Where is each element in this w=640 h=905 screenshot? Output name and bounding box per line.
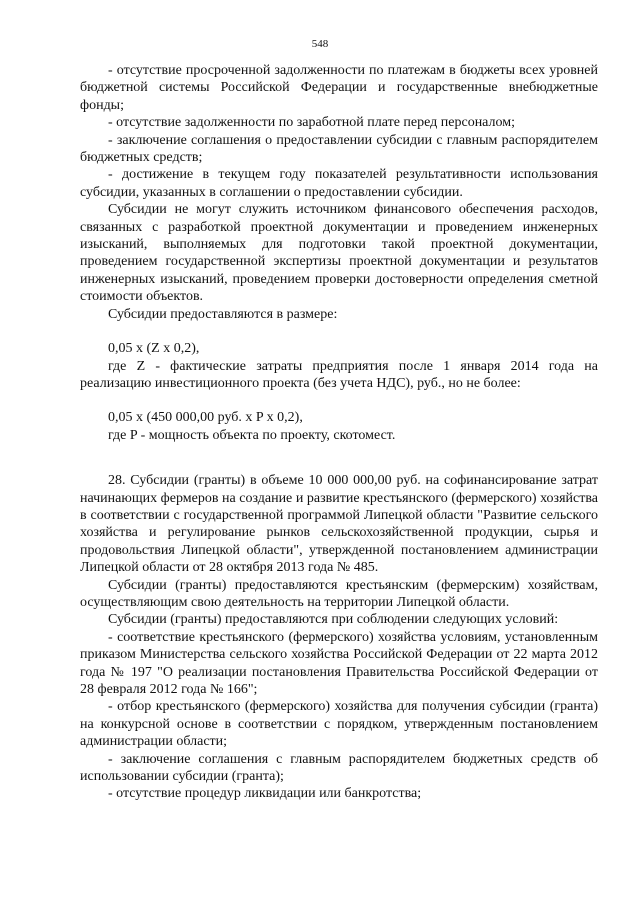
condition-no-salary-debt: - отсутствие задолженности по заработной плате перед персоналом; xyxy=(108,115,515,131)
subsidy-amount-intro: Субсидии предоставляются в размере: xyxy=(108,306,338,322)
formula-p: 0,05 х (450 000,00 руб. х P х 0,2), xyxy=(108,410,303,426)
subsidy-restriction-paragraph: Субсидии не могут служить источником финансового обеспечения расходов, связанных с разработкой проектной документации и проведением инженерных изысканий, выполняемых для подготовки такой проектной документации, проведением государственной экспертизы проектной документации и результатов инженерных изысканий, проведением проверки достоверности определения сметной стоимости объектов. xyxy=(80,202,598,305)
grants-recipients: Субсидии (гранты) предоставляются крестьянским (фермерским) хозяйствам, осуществляющим свою деятельность на территории Липецкой области. xyxy=(80,577,598,610)
condition-competitive-selection: - отбор крестьянского (фермерского) хозяйства для получения субсидии (гранта) на конкурсной основе в соответствии с порядком, утвержденным постановлением администрации области; xyxy=(80,699,598,750)
condition-no-liquidation: - отсутствие процедур ликвидации или банкротства; xyxy=(108,786,422,802)
section-28-grants: 28. Субсидии (гранты) в объеме 10 000 000,00 руб. на софинансирование затрат начинающих фермеров на создание и развитие крестьянского (фермерского) хозяйства в соответствии с государственной программой Липецкой области "Развитие сельского хозяйства и регулирование рынков сельскохозяйственной продукции, сырья и продовольствия Липецкой области", утвержденной постановлением администрации Липецкой области от 28 октября 2013 года № 485. xyxy=(80,473,598,576)
formula-z: 0,05 х (Z х 0,2), xyxy=(108,341,200,357)
condition-farm-compliance: - соответствие крестьянского (фермерского) хозяйства условиям, установленным приказом Министерства сельского хозяйства Российской Федерации от 22 марта 2012 года № 197 "О реализации постановления Правительства Российской Федерации от 28 февраля 2012 года № 166"; xyxy=(80,629,598,697)
document-body xyxy=(80,62,598,803)
condition-no-overdue-debt: - отсутствие просроченной задолженности по платежам в бюджеты всех уровней бюджетной системы Российской Федерации и государственные внебюджетные фонды; xyxy=(80,63,598,113)
grants-conditions-intro: Субсидии (гранты) предоставляются при соблюдении следующих условий: xyxy=(108,612,559,628)
condition-subsidy-agreement: - заключение соглашения о предоставлении субсидии с главным распорядителем бюджетных средств; xyxy=(80,132,598,166)
formula-p-definition: где P - мощность объекта по проекту, скотомест. xyxy=(108,427,396,443)
page-number: 548 xyxy=(311,38,329,50)
condition-performance-indicators: - достижение в текущем году показателей результативности использования субсидии, указанных в соглашении о предоставлении субсидии. xyxy=(80,167,598,200)
formula-z-definition: где Z - фактические затраты предприятия после 1 января 2014 года на реализацию инвестиционного проекта (без учета НДС), руб., но не более: xyxy=(80,358,598,391)
condition-grant-agreement: - заключение соглашения с главным распорядителем бюджетных средств об использовании субсидии (гранта); xyxy=(80,751,598,785)
